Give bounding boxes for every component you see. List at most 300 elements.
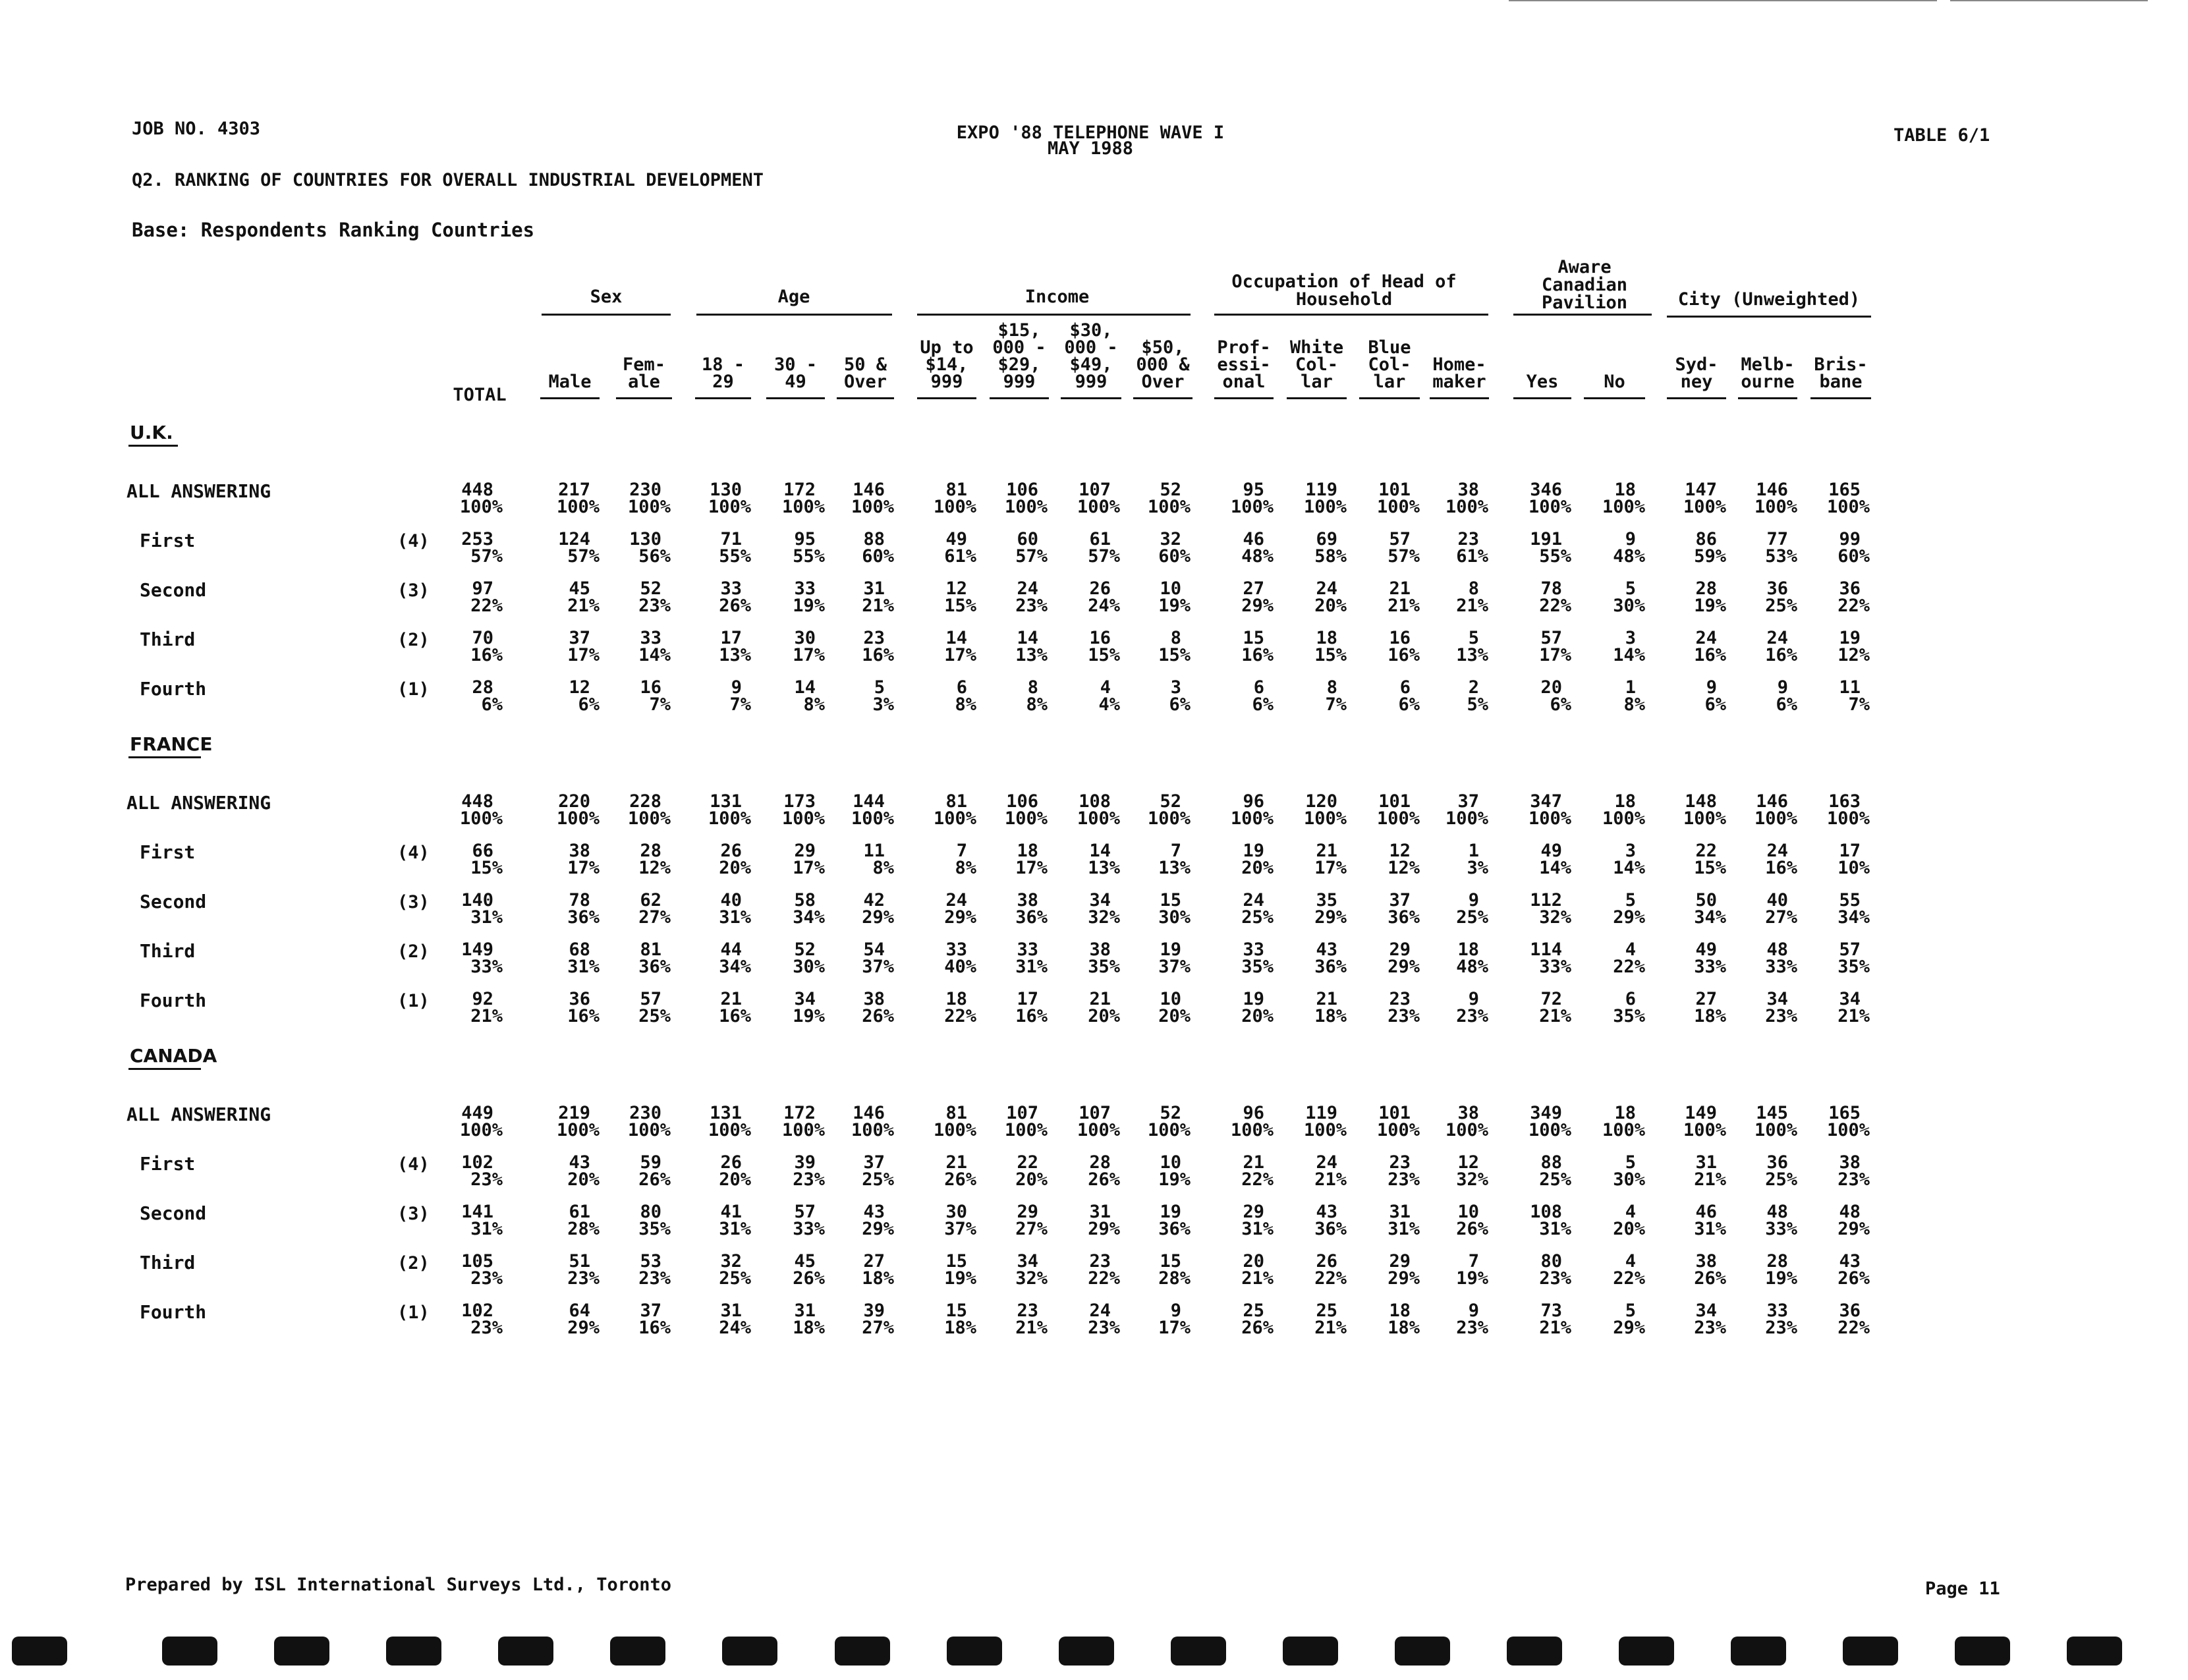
cell-count: 15: [1160, 1251, 1181, 1272]
cell-percent: 100%: [1754, 808, 1797, 829]
cell-percent: 17%: [567, 645, 600, 665]
cell-count: 6: [1625, 989, 1636, 1009]
cell-percent: 21%: [1388, 596, 1420, 616]
cell-percent: 100%: [627, 808, 671, 829]
cell-count: 9: [1777, 677, 1788, 698]
cell-count: 228: [629, 791, 661, 812]
cell-percent: 100%: [851, 497, 894, 517]
table-cell: [766, 1154, 825, 1189]
cell-count: 21: [1389, 578, 1411, 599]
cell-count: 72: [1540, 989, 1562, 1009]
cell-count: 31: [863, 578, 885, 599]
cell-count: 71: [720, 529, 742, 549]
cell-percent: 100%: [933, 497, 976, 517]
table-cell: [988, 1253, 1048, 1287]
cell-percent: 6%: [1169, 694, 1191, 715]
cell-percent: 100%: [1683, 497, 1726, 517]
table-cell: [1810, 482, 1870, 516]
cell-count: 17: [720, 628, 742, 648]
cell-count: 172: [783, 480, 816, 500]
cell-percent: 35%: [1613, 1006, 1645, 1026]
cell-percent: 100%: [459, 497, 503, 517]
cell-percent: 29%: [1388, 957, 1420, 977]
cell-count: 51: [569, 1251, 590, 1272]
cell-count: 107: [1079, 1103, 1111, 1123]
cell-percent: 100%: [1077, 1120, 1120, 1140]
cell-count: 18: [1614, 480, 1636, 500]
table-cell: [835, 580, 894, 615]
rank-weight: (4): [397, 843, 430, 863]
table-cell: [1512, 1105, 1571, 1139]
row-label: ALL ANSWERING: [126, 1104, 271, 1125]
cell-count: 101: [1378, 791, 1411, 812]
cell-percent: 23%: [1539, 1268, 1571, 1289]
table-cell: [443, 793, 503, 827]
table-cell: [1214, 679, 1274, 714]
row-label: Third: [140, 1252, 196, 1274]
table-cell: [917, 679, 976, 714]
cell-percent: 31%: [1539, 1219, 1571, 1239]
cell-percent: 12%: [1388, 858, 1420, 878]
table-cell: [988, 630, 1048, 664]
cell-percent: 30%: [1613, 1169, 1645, 1190]
column-underline: [1430, 397, 1489, 399]
cell-count: 28: [640, 841, 661, 861]
table-cell: [1429, 941, 1488, 976]
column-header: No: [1604, 372, 1625, 392]
cell-count: 346: [1530, 480, 1562, 500]
table-cell: [917, 1154, 976, 1189]
table-cell: [1738, 1253, 1797, 1287]
cell-percent: 31%: [1694, 1219, 1726, 1239]
cell-percent: 7%: [729, 694, 751, 715]
table-cell: [1131, 580, 1191, 615]
cell-count: 5: [1468, 628, 1479, 648]
table-cell: [1061, 580, 1120, 615]
table-cell: [835, 843, 894, 877]
table-cell: [1586, 1105, 1645, 1139]
cell-count: 37: [640, 1301, 661, 1321]
cell-count: 230: [629, 480, 661, 500]
cell-count: 8: [1170, 628, 1181, 648]
cell-count: 107: [1006, 1103, 1038, 1123]
cell-percent: 25%: [1241, 907, 1274, 928]
cell-percent: 25%: [1456, 907, 1488, 928]
cell-count: 6: [1253, 677, 1264, 698]
cell-percent: 23%: [470, 1169, 503, 1190]
table-cell: [1667, 892, 1726, 926]
cell-percent: 100%: [1602, 1120, 1645, 1140]
cell-percent: 29%: [944, 907, 976, 928]
cell-count: 19: [1160, 1202, 1181, 1222]
table-cell: [692, 793, 751, 827]
cell-count: 97: [472, 578, 493, 599]
column-underline: [1061, 397, 1121, 399]
cell-count: 19: [1160, 939, 1181, 960]
table-cell: [988, 531, 1048, 565]
table-cell: [1429, 1302, 1488, 1337]
cell-count: 5: [874, 677, 885, 698]
cell-count: 8: [1027, 677, 1038, 698]
cell-percent: 27%: [862, 1318, 894, 1338]
table-cell: [766, 630, 825, 664]
table-cell: [540, 1105, 600, 1139]
cell-percent: 15%: [1314, 645, 1347, 665]
table-cell: [917, 1253, 976, 1287]
cell-count: 31: [794, 1301, 816, 1321]
cell-count: 7: [956, 841, 967, 861]
cell-percent: 100%: [708, 497, 751, 517]
cell-count: 5: [1625, 890, 1636, 910]
table-cell: [540, 793, 600, 827]
cell-count: 50: [1695, 890, 1717, 910]
table-cell: [1360, 793, 1420, 827]
marker-block: [2067, 1637, 2122, 1666]
cell-count: 146: [1756, 791, 1788, 812]
cell-percent: 100%: [1230, 1120, 1274, 1140]
column-header: White Col- lar: [1289, 337, 1344, 392]
rank-weight: (3): [397, 892, 430, 912]
cell-count: 140: [461, 890, 493, 910]
cell-count: 38: [569, 841, 590, 861]
cell-count: 102: [461, 1301, 493, 1321]
cell-percent: 21%: [1241, 1268, 1274, 1289]
cell-percent: 100%: [1528, 808, 1571, 829]
table-cell: [917, 531, 976, 565]
table-cell: [1512, 941, 1571, 976]
table-cell: [1360, 1154, 1420, 1189]
cell-percent: 100%: [1683, 808, 1726, 829]
cell-percent: 100%: [1077, 808, 1120, 829]
cell-percent: 26%: [1088, 1169, 1120, 1190]
cell-count: 16: [1089, 628, 1111, 648]
table-cell: [1429, 1154, 1488, 1189]
column-underline: [1513, 397, 1571, 399]
cell-percent: 22%: [1613, 957, 1645, 977]
cell-percent: 16%: [1015, 1006, 1048, 1026]
cell-count: 96: [1243, 1103, 1264, 1123]
cell-count: 32: [1160, 529, 1181, 549]
cell-percent: 20%: [1088, 1006, 1120, 1026]
cell-count: 27: [1243, 578, 1264, 599]
cell-percent: 100%: [1602, 808, 1645, 829]
cell-percent: 61%: [1456, 546, 1488, 567]
cell-percent: 23%: [638, 1268, 671, 1289]
cell-percent: 28%: [1158, 1268, 1191, 1289]
cell-percent: 17%: [793, 645, 825, 665]
cell-percent: 17%: [793, 858, 825, 878]
table-cell: [1810, 679, 1870, 714]
table-cell: [1512, 531, 1571, 565]
cell-percent: 100%: [1826, 1120, 1870, 1140]
table-cell: [1667, 1154, 1726, 1189]
row-label: First: [140, 530, 196, 551]
top-rule: [1509, 0, 1937, 1]
column-underline: [990, 397, 1049, 399]
table-cell: [1287, 531, 1347, 565]
cell-count: 23: [863, 628, 885, 648]
cell-percent: 57%: [567, 546, 600, 567]
cell-count: 220: [558, 791, 590, 812]
cell-count: 33: [945, 939, 967, 960]
cell-count: 6: [956, 677, 967, 698]
cell-percent: 100%: [1754, 497, 1797, 517]
cell-count: 165: [1828, 1103, 1861, 1123]
table-cell: [766, 793, 825, 827]
row-label: Fourth: [140, 990, 207, 1011]
table-cell: [1738, 1302, 1797, 1337]
column-header: 50 & Over: [843, 354, 887, 392]
column-underline: [1214, 397, 1274, 399]
group-underline: [917, 314, 1191, 316]
table-cell: [1360, 1253, 1420, 1287]
cell-percent: 18%: [944, 1318, 976, 1338]
cell-percent: 35%: [1837, 957, 1870, 977]
column-header: TOTAL: [453, 385, 507, 405]
cell-count: 149: [461, 939, 493, 960]
table-cell: [1287, 1154, 1347, 1189]
cell-percent: 27%: [638, 907, 671, 928]
cell-percent: 31%: [719, 907, 751, 928]
table-cell: [1429, 991, 1488, 1025]
cell-percent: 22%: [1837, 596, 1870, 616]
table-cell: [1810, 941, 1870, 976]
table-cell: [1810, 793, 1870, 827]
rank-weight: (2): [397, 630, 430, 650]
cell-percent: 21%: [1539, 1318, 1571, 1338]
cell-count: 108: [1079, 791, 1111, 812]
cell-count: 95: [1243, 480, 1264, 500]
cell-percent: 100%: [1376, 808, 1420, 829]
cell-count: 88: [1540, 1152, 1562, 1173]
cell-count: 35: [1316, 890, 1337, 910]
cell-percent: 25%: [719, 1268, 751, 1289]
table-cell: [1667, 1253, 1726, 1287]
cell-count: 38: [1017, 890, 1038, 910]
cell-count: 1: [1625, 677, 1636, 698]
cell-percent: 35%: [1088, 957, 1120, 977]
cell-percent: 5%: [1467, 694, 1488, 715]
table-cell: [611, 892, 671, 926]
cell-percent: 100%: [556, 1120, 600, 1140]
cell-count: 22: [1695, 841, 1717, 861]
section-underline: [128, 756, 201, 758]
column-header: $15, 000 - $29, 999: [992, 320, 1046, 392]
cell-count: 31: [1089, 1202, 1111, 1222]
cell-percent: 14%: [638, 645, 671, 665]
cell-percent: 100%: [781, 1120, 825, 1140]
cell-percent: 21%: [470, 1006, 503, 1026]
cell-percent: 100%: [1147, 1120, 1191, 1140]
cell-percent: 21%: [862, 596, 894, 616]
cell-count: 52: [1160, 791, 1181, 812]
cell-percent: 22%: [1088, 1268, 1120, 1289]
cell-percent: 19%: [1158, 1169, 1191, 1190]
row-label: First: [140, 841, 196, 863]
cell-count: 18: [1389, 1301, 1411, 1321]
table-cell: [1214, 941, 1274, 976]
table-cell: [1738, 1105, 1797, 1139]
cell-count: 38: [1695, 1251, 1717, 1272]
marker-block: [1955, 1637, 2010, 1666]
row-label: Third: [140, 940, 196, 962]
table-cell: [1429, 482, 1488, 516]
cell-count: 31: [720, 1301, 742, 1321]
cell-percent: 48%: [1613, 546, 1645, 567]
table-cell: [766, 1253, 825, 1287]
cell-count: 28: [1089, 1152, 1111, 1173]
table-cell: [1287, 1105, 1347, 1139]
report-title: EXPO '88 TELEPHONE WAVE I: [956, 123, 1225, 143]
cell-count: 102: [461, 1152, 493, 1173]
cell-percent: 15%: [1694, 858, 1726, 878]
cell-percent: 24%: [1088, 596, 1120, 616]
table-cell: [540, 843, 600, 877]
column-underline: [616, 397, 672, 399]
cell-percent: 100%: [1077, 497, 1120, 517]
table-cell: [1667, 843, 1726, 877]
cell-percent: 100%: [1445, 808, 1488, 829]
table-cell: [1586, 1204, 1645, 1238]
table-cell: [988, 1154, 1048, 1189]
cell-count: 20: [1540, 677, 1562, 698]
cell-percent: 19%: [793, 1006, 825, 1026]
table-cell: [835, 1154, 894, 1189]
column-underline: [1133, 397, 1192, 399]
table-cell: [1214, 630, 1274, 664]
table-cell: [1061, 1253, 1120, 1287]
cell-count: 9: [731, 677, 742, 698]
cell-count: 23: [1389, 1152, 1411, 1173]
cell-count: 45: [794, 1251, 816, 1272]
table-cell: [1586, 991, 1645, 1025]
marker-block: [1619, 1637, 1674, 1666]
group-occupation: [1206, 273, 1482, 308]
base-description: Base: Respondents Ranking Countries: [132, 219, 535, 241]
rank-weight: (4): [397, 531, 430, 551]
table-cell: [1061, 679, 1120, 714]
cell-count: 24: [1316, 1152, 1337, 1173]
cell-percent: 4%: [1098, 694, 1120, 715]
cell-count: 11: [863, 841, 885, 861]
cell-percent: 21%: [1456, 596, 1488, 616]
report-date: MAY 1988: [1047, 138, 1134, 159]
cell-percent: 20%: [567, 1169, 600, 1190]
cell-count: 144: [853, 791, 885, 812]
table-cell: [1214, 892, 1274, 926]
section-title: FRANCE: [130, 733, 213, 755]
cell-count: 31: [1389, 1202, 1411, 1222]
cell-count: 18: [1614, 791, 1636, 812]
cell-count: 36: [1766, 578, 1788, 599]
cell-percent: 100%: [1445, 1120, 1488, 1140]
table-cell: [1586, 580, 1645, 615]
cell-percent: 31%: [1241, 1219, 1274, 1239]
cell-percent: 55%: [719, 546, 751, 567]
cell-percent: 17%: [1158, 1318, 1191, 1338]
table-cell: [766, 482, 825, 516]
cell-percent: 100%: [851, 1120, 894, 1140]
cell-percent: 21%: [1539, 1006, 1571, 1026]
table-cell: [692, 843, 751, 877]
cell-percent: 100%: [627, 497, 671, 517]
cell-count: 163: [1828, 791, 1861, 812]
cell-count: 25: [1243, 1301, 1264, 1321]
row-label: Second: [140, 891, 207, 912]
table-cell: [540, 991, 600, 1025]
cell-percent: 23%: [470, 1318, 503, 1338]
cell-percent: 8%: [1026, 694, 1048, 715]
cell-count: 36: [569, 989, 590, 1009]
cell-percent: 36%: [567, 907, 600, 928]
group-occupation-line1: Occupation of Head of: [1231, 271, 1457, 292]
group-underline: [696, 314, 892, 316]
cell-percent: 100%: [627, 1120, 671, 1140]
cell-count: 33: [1766, 1301, 1788, 1321]
table-cell: [1512, 630, 1571, 664]
cell-percent: 29%: [862, 907, 894, 928]
table-cell: [988, 1302, 1048, 1337]
cell-count: 86: [1695, 529, 1717, 549]
cell-percent: 20%: [1241, 1006, 1274, 1026]
table-cell: [988, 1105, 1048, 1139]
cell-percent: 55%: [1539, 546, 1571, 567]
cell-count: 173: [783, 791, 816, 812]
table-cell: [1360, 1302, 1420, 1337]
cell-percent: 100%: [1754, 1120, 1797, 1140]
table-cell: [1667, 580, 1726, 615]
cell-count: 24: [1695, 628, 1717, 648]
cell-count: 39: [863, 1301, 885, 1321]
cell-count: 26: [1316, 1251, 1337, 1272]
cell-percent: 17%: [1314, 858, 1347, 878]
cell-percent: 25%: [1765, 1169, 1797, 1190]
cell-count: 21: [945, 1152, 967, 1173]
cell-percent: 21%: [1015, 1318, 1048, 1338]
cell-count: 96: [1243, 791, 1264, 812]
table-cell: [1061, 793, 1120, 827]
table-cell: [611, 1253, 671, 1287]
cell-percent: 22%: [1837, 1318, 1870, 1338]
cell-percent: 22%: [1314, 1268, 1347, 1289]
table-cell: [1360, 892, 1420, 926]
cell-percent: 20%: [1613, 1219, 1645, 1239]
marker-block: [835, 1637, 890, 1666]
cell-count: 24: [945, 890, 967, 910]
cell-count: 7: [1170, 841, 1181, 861]
cell-percent: 20%: [1314, 596, 1347, 616]
table-cell: [443, 991, 503, 1025]
table-cell: [988, 679, 1048, 714]
cell-percent: 33%: [1539, 957, 1571, 977]
table-cell: [1512, 793, 1571, 827]
cell-count: 78: [1540, 578, 1562, 599]
row-label: ALL ANSWERING: [126, 480, 271, 502]
cell-percent: 28%: [567, 1219, 600, 1239]
cell-count: 78: [569, 890, 590, 910]
column-header: Bris- bane: [1814, 354, 1868, 392]
cell-count: 3: [1625, 628, 1636, 648]
table-cell: [1586, 1253, 1645, 1287]
cell-percent: 29%: [1088, 1219, 1120, 1239]
cell-percent: 3%: [872, 694, 894, 715]
cell-percent: 14%: [1613, 645, 1645, 665]
table-cell: [692, 1302, 751, 1337]
cell-count: 81: [640, 939, 661, 960]
cell-percent: 19%: [1456, 1268, 1488, 1289]
cell-count: 57: [794, 1202, 816, 1222]
marker-block: [1395, 1637, 1450, 1666]
